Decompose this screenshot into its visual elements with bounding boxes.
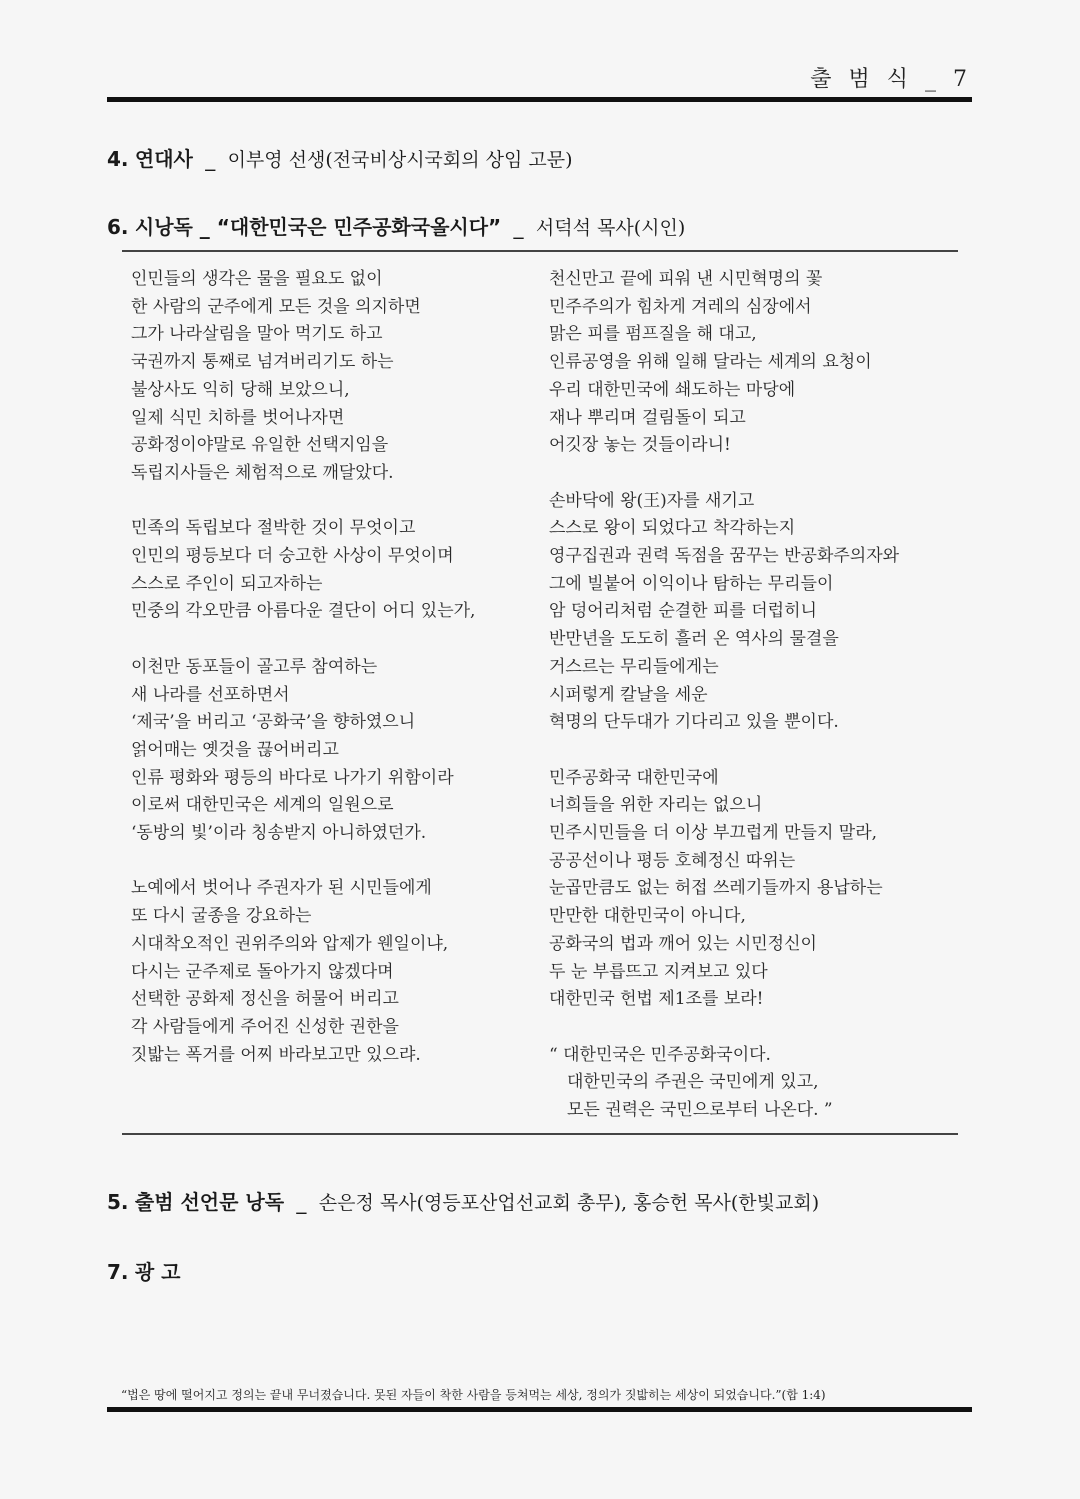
poem-stanza <box>549 765 899 1014</box>
poem-stanza <box>131 654 475 848</box>
poem-line: 이로써 대한민국은 세계의 일원으로 <box>131 795 394 816</box>
quote-line: 대한민국의 주권은 국민에게 있고, <box>567 1072 819 1093</box>
header-rule <box>107 97 972 102</box>
poem-line: 인류 평화와 평등의 바다로 나가기 위함이라 <box>131 767 454 788</box>
poem-stanza <box>549 266 899 460</box>
poem-line: 재나 뿌리며 걸림돌이 되고 <box>549 407 746 428</box>
poem-line: 공화국의 법과 깨어 있는 시민정신이 <box>549 933 817 954</box>
poem-line: 공공선이나 평등 호혜정신 따위는 <box>549 850 796 871</box>
poem-line: 노예에서 벗어나 주권자가 된 시민들에게 <box>131 878 432 899</box>
poem-line: 불상사도 익히 당해 보았으니, <box>131 379 350 400</box>
poem-line: 이천만 동포들이 골고루 참여하는 <box>131 656 378 677</box>
poem-line: 우리 대한민국에 쇄도하는 마당에 <box>549 379 796 400</box>
section-4-separator: _ <box>205 147 216 171</box>
poem-line: 얽어매는 옛것을 끊어버리고 <box>131 739 339 760</box>
poem-stanza <box>131 875 475 1069</box>
poem-line: 영구집권과 권력 독점을 꿈꾸는 반공화주의자와 <box>549 546 900 567</box>
poem-right-column <box>549 266 899 1125</box>
poem-line: 민주주의가 힘차게 겨레의 심장에서 <box>549 296 812 317</box>
poem-left-column <box>131 266 475 1069</box>
poem-line: 천신만고 끝에 피워 낸 시민혁명의 꽃 <box>549 269 823 289</box>
footer-rule <box>107 1407 972 1412</box>
poem-stanza <box>131 515 475 626</box>
poem-line: 손바닥에 왕(王)자를 새기고 <box>549 490 755 511</box>
poem-line: 어깃장 놓는 것들이라니! <box>549 435 731 456</box>
poem-line: 민주시민들을 더 이상 부끄럽게 만들지 말라, <box>549 823 878 844</box>
section-4-number: 4. <box>107 147 129 171</box>
poem-stanza <box>131 266 475 488</box>
poem-line: 공화정이야말로 유일한 선택지임을 <box>131 435 389 456</box>
section-4 <box>107 143 573 172</box>
poem-line: 대한민국 헌법 제1조를 보라! <box>549 989 764 1010</box>
quote-line: 모든 권력은 국민으로부터 나온다. ” <box>567 1100 833 1121</box>
poem-top-rule <box>122 250 958 252</box>
poem-line: 각 사람들에게 주어진 신성한 권한을 <box>131 1016 399 1037</box>
section-6 <box>107 211 685 240</box>
poem-line: ‘제국’을 버리고 ‘공화국’을 향하였으니 <box>131 712 416 733</box>
poem-line: 새 나라를 선포하면서 <box>131 684 290 705</box>
poem-line: 눈곱만큼도 없는 허접 쓰레기들까지 용납하는 <box>549 878 883 899</box>
footer-quote: “법은 땅에 떨어지고 정의는 끝내 무너졌습니다. 못된 자들이 착한 사람을 등쳐먹는 세상, 정의가 짓밟히는 세상이 되었습니다.”(합 1:4) <box>121 1388 826 1402</box>
section-5-separator: _ <box>296 1190 307 1214</box>
poem-line: 그에 빌붙어 이익이나 탐하는 무리들이 <box>549 573 834 594</box>
poem-line: 한 사람의 군주에게 모든 것을 의지하면 <box>131 296 421 317</box>
section-6-detail: 서덕석 목사(시인) <box>535 217 686 239</box>
poem-line: 독립지사들은 체험적으로 깨달았다. <box>131 462 394 483</box>
poem-line: 국권까지 통째로 넘겨버리기도 하는 <box>131 352 394 373</box>
poem-line: 인민들의 생각은 물을 필요도 없이 <box>131 269 383 289</box>
poem-line: 또 다시 굴종을 강요하는 <box>131 906 312 927</box>
poem-line: ‘동방의 빛’이라 칭송받지 아니하였던가. <box>131 823 427 844</box>
poem-stanza <box>549 488 899 737</box>
poem-line: 다시는 군주제로 돌아가지 않겠다며 <box>131 961 394 982</box>
poem-line: 암 덩어리처럼 순결한 피를 더럽히니 <box>549 601 817 622</box>
section-5 <box>107 1186 819 1215</box>
poem-line: 스스로 주인이 되고자하는 <box>131 573 323 594</box>
quote-line: “ 대한민국은 민주공화국이다. <box>549 1044 771 1065</box>
page-header: 출 범 식 _ 7 <box>810 67 972 92</box>
poem-line: 선택한 공화제 정신을 허물어 버리고 <box>131 989 399 1010</box>
poem-line: 두 눈 부릅뜨고 지켜보고 있다 <box>549 961 768 982</box>
poem-line: 스스로 왕이 되었다고 착각하는지 <box>549 518 796 539</box>
poem-line: 인민의 평등보다 더 숭고한 사상이 무엇이며 <box>131 546 454 567</box>
section-6-title: 시낭독 _ “대한민국은 민주공화국올시다” <box>134 215 502 239</box>
poem-line: 민주공화국 대한민국에 <box>549 767 719 788</box>
section-7-number: 7. <box>107 1260 129 1284</box>
poem-line: 그가 나라살림을 말아 먹기도 하고 <box>131 324 383 345</box>
poem-line: 혁명의 단두대가 기다리고 있을 뿐이다. <box>549 712 839 733</box>
section-6-number: 6. <box>107 215 129 239</box>
poem-line: 반만년을 도도히 흘러 온 역사의 물결을 <box>549 629 839 650</box>
poem-line: 민족의 독립보다 절박한 것이 무엇이고 <box>131 518 416 539</box>
poem-line: 만만한 대한민국이 아니다, <box>549 906 746 927</box>
poem-line: 짓밟는 폭거를 어찌 바라보고만 있으랴. <box>131 1044 421 1065</box>
section-4-title: 연대사 <box>134 147 193 171</box>
poem-line: 맑은 피를 펌프질을 해 대고, <box>549 324 757 345</box>
poem-bottom-rule <box>122 1133 958 1135</box>
section-7-title: 광 고 <box>134 1260 181 1284</box>
section-5-detail: 손은정 목사(영등포산업선교회 총무), 홍승헌 목사(한빛교회) <box>318 1192 820 1214</box>
poem-line: 민중의 각오만큼 아름다운 결단이 어디 있는가, <box>131 601 476 622</box>
poem-line: 일제 식민 치하를 벗어나자면 <box>131 407 345 428</box>
section-5-number: 5. <box>107 1190 129 1214</box>
section-5-title: 출범 선언문 낭독 <box>134 1190 285 1214</box>
poem-line: 인류공영을 위해 일해 달라는 세계의 요청이 <box>549 352 872 373</box>
poem-line: 너희들을 위한 자리는 없으니 <box>549 795 763 816</box>
poem-line: 시대착오적인 권위주의와 압제가 웬일이냐, <box>131 933 449 954</box>
section-4-detail: 이부영 선생(전국비상시국회의 상임 고문) <box>227 149 573 171</box>
poem-line: 거스르는 무리들에게는 <box>549 656 719 677</box>
poem-line: 시퍼렇게 칼날을 세운 <box>549 684 708 705</box>
section-7 <box>107 1256 180 1285</box>
section-6-separator: _ <box>513 215 524 239</box>
constitution-quote <box>549 1042 899 1125</box>
